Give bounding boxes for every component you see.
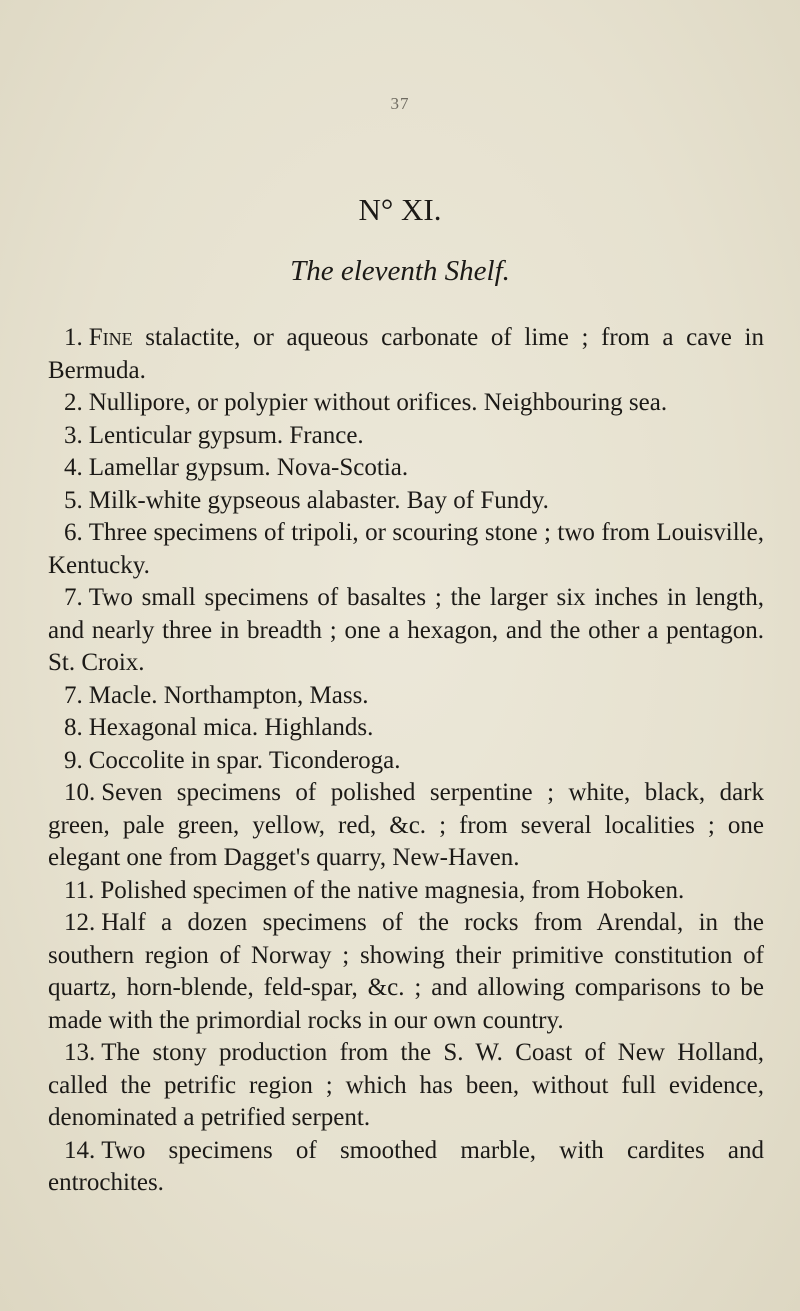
entry-text: Macle. Northampton, Mass.	[88, 681, 369, 709]
entry-text: Seven specimens of polished serpentine ; white, black, dark green, pale green, yellow, red, &c. ; from several localities ; one elegant one from Dagget's quarry, New-Haven.	[48, 779, 764, 871]
entry-text: The stony production from the S. W. Coast of New Holland, called the petrific region ; which has been, without full evidence, denominated a petrified serpent.	[48, 1039, 764, 1131]
list-item	[48, 907, 764, 1037]
entry-text: Milk-white gypseous alabaster. Bay of Fundy.	[88, 486, 549, 514]
entry-number: 9.	[64, 746, 83, 774]
entry-number: 7.	[64, 584, 83, 611]
entry-text: Coccolite in spar. Ticonderoga.	[88, 746, 401, 774]
entry-number: 13.	[64, 1039, 96, 1066]
entry-text: Three specimens of tripoli, or scouring stone ; two from Louisville, Kentucky.	[48, 519, 764, 579]
entry-number: 8.	[64, 714, 83, 741]
entry-text: Lenticular gypsum. France.	[88, 421, 364, 449]
list-item	[48, 777, 764, 875]
entry-number: 12.	[64, 909, 96, 936]
entry-number: 7.	[64, 681, 83, 709]
list-item	[48, 1037, 764, 1135]
list-item	[48, 875, 764, 908]
entry-text: Polished specimen of the native magnesia, from Hoboken.	[100, 876, 685, 904]
list-item	[48, 387, 764, 420]
entry-number: 4.	[64, 454, 83, 481]
list-item	[48, 452, 764, 485]
entry-number: 11.	[64, 876, 95, 904]
specimen-list	[48, 322, 764, 1200]
list-item	[48, 1135, 764, 1200]
entry-text: Two specimens of smoothed marble, with cardites and entrochites.	[48, 1136, 764, 1196]
section-heading: N° XI.	[358, 192, 442, 227]
section-subheading: The eleventh Shelf.	[290, 255, 510, 287]
entry-number: 3.	[64, 421, 83, 449]
list-item	[48, 485, 764, 518]
list-item	[48, 582, 764, 680]
page-number: 37	[390, 94, 410, 113]
list-item	[48, 420, 764, 453]
entry-number: 1.	[64, 324, 83, 351]
entry-text: Nullipore, or polypier without orifices. Neighbouring sea.	[88, 389, 668, 416]
entry-number: 2.	[64, 389, 83, 416]
entry-number: 6.	[64, 519, 83, 546]
list-item	[48, 517, 764, 582]
entry-text: Half a dozen specimens of the rocks from Arendal, in the southern region of Norway ; showing their primitive constitution of quartz, horn-blende, feld-spar, &c. ; and allowing comparisons to be made with the primordial rocks in our own country.	[48, 909, 764, 1034]
list-item	[48, 322, 764, 387]
list-item	[48, 712, 764, 745]
entry-text: Two small specimens of basaltes ; the larger six inches in length, and nearly three in breadth ; one a hexagon, and the other a pentagon. St. Croix.	[48, 584, 764, 676]
entry-text: Hexagonal mica. Highlands.	[88, 714, 374, 741]
entry-lead-word: Fine	[88, 324, 133, 351]
entry-text: Lamellar gypsum. Nova-Scotia.	[88, 454, 409, 481]
entry-number: 10.	[64, 779, 96, 806]
entry-number: 5.	[64, 486, 83, 514]
list-item	[48, 680, 764, 713]
entry-text: stalactite, or aqueous carbonate of lime ; from a cave in Bermuda.	[48, 324, 764, 384]
entry-number: 14.	[64, 1136, 96, 1164]
list-item	[48, 745, 764, 778]
